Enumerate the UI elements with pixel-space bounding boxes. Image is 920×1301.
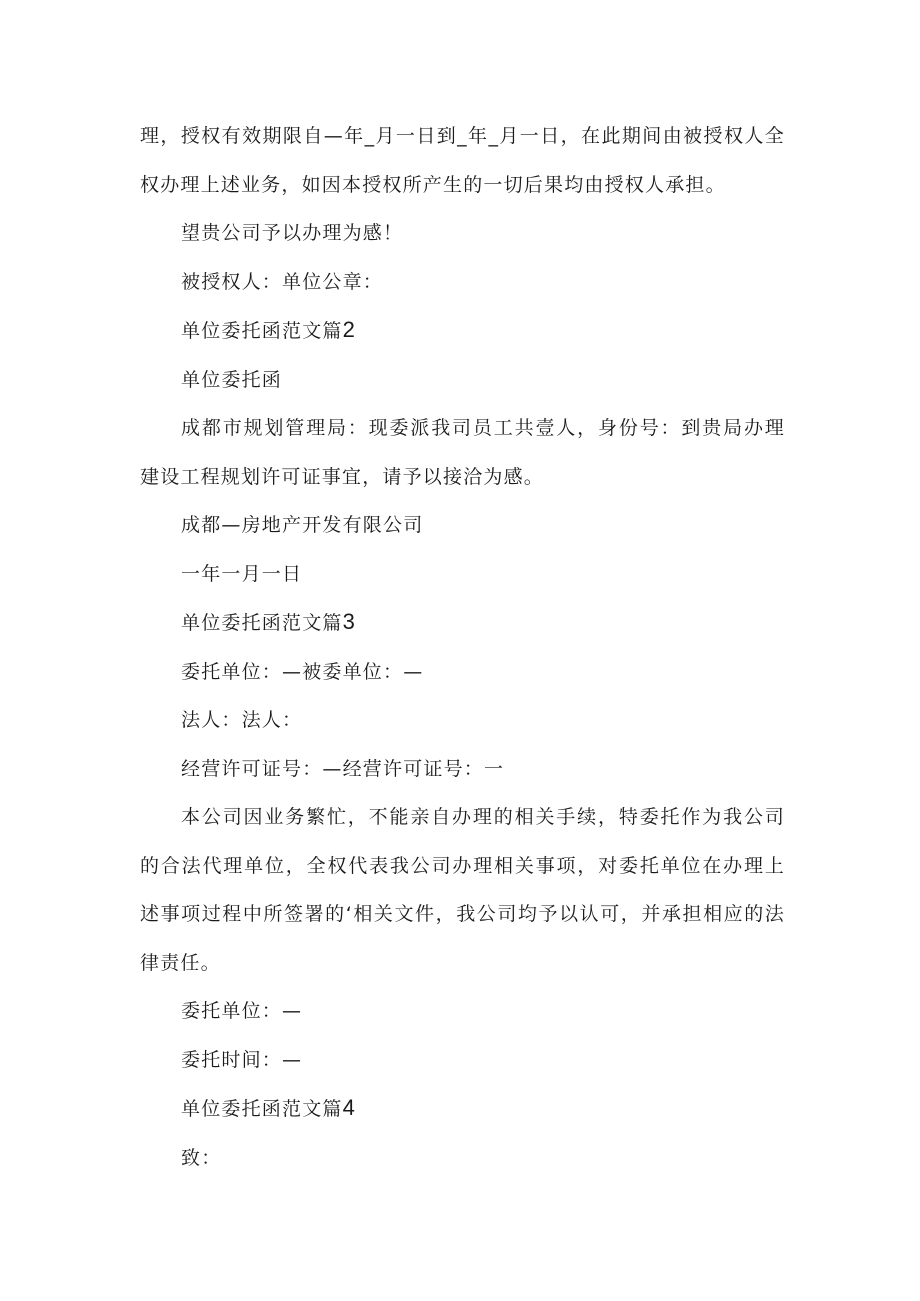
document-body xyxy=(140,112,785,1182)
heading-number: 4 xyxy=(342,1095,355,1120)
paragraph-text: 单位委托函 xyxy=(181,368,283,391)
paragraph-text: 成都市规划管理局：现委派我司员工共壹人，身份号：到贵局办理建设工程规划许可证事宜，请予以接洽为感。 xyxy=(140,417,785,488)
paragraph-text: 成都—房地产开发有限公司 xyxy=(181,514,424,536)
heading-text: 单位委托函范文篇 xyxy=(181,612,343,634)
paragraph-salutation xyxy=(140,1134,785,1183)
paragraph-chengdu-planning xyxy=(140,404,785,501)
paragraph-text: 委托时间：— xyxy=(181,1048,303,1071)
section-heading-4 xyxy=(140,1084,785,1134)
paragraph-date xyxy=(140,550,785,599)
paragraph-license-numbers xyxy=(140,745,785,794)
heading-text: 单位委托函范文篇 xyxy=(181,1098,343,1120)
section-heading-2 xyxy=(140,306,785,356)
paragraph-text: 一年一月一日 xyxy=(181,562,303,585)
paragraph-text: 本公司因业务繁忙，不能亲自办理的相关手续，特委托作为我公司的合法代理单位，全权代表我公司办理相关事项，对委托单位在办理上述事项过程中所签署的‘相关文件，我公司均予以认可，并承担相应的法律责任。 xyxy=(140,806,785,974)
paragraph-authorization-period xyxy=(140,112,785,209)
letter-title xyxy=(140,356,785,405)
paragraph-entrusting-unit xyxy=(140,987,785,1036)
paragraph-units xyxy=(140,648,785,697)
paragraph-signature-line xyxy=(140,258,785,307)
paragraph-text: 理，授权有效期限自—年_月一日到_年_月一日，在此期间由被授权人全权办理上述业务，如因本授权所产生的一切后果均由授权人承担。 xyxy=(140,125,785,196)
paragraph-text: 法人：法人： xyxy=(181,709,303,731)
paragraph-text: 被授权人：单位公章： xyxy=(181,270,384,293)
paragraph-company-name xyxy=(140,501,785,550)
heading-text: 单位委托函范文篇 xyxy=(181,320,343,342)
paragraph-text: 致： xyxy=(181,1146,222,1169)
paragraph-text: 委托单位：—被委单位：— xyxy=(181,660,424,683)
section-heading-3 xyxy=(140,598,785,648)
paragraph-text: 经营许可证号：—经营许可证号：一 xyxy=(181,757,505,780)
paragraph-entrustment-time xyxy=(140,1036,785,1085)
paragraph-request xyxy=(140,209,785,258)
paragraph-legal-persons xyxy=(140,696,785,745)
paragraph-text: 望贵公司予以办理为感！ xyxy=(181,222,404,244)
paragraph-text: 委托单位：— xyxy=(181,1000,303,1022)
heading-number: 3 xyxy=(342,609,355,634)
heading-number: 2 xyxy=(342,317,355,342)
paragraph-entrustment-body xyxy=(140,793,785,987)
